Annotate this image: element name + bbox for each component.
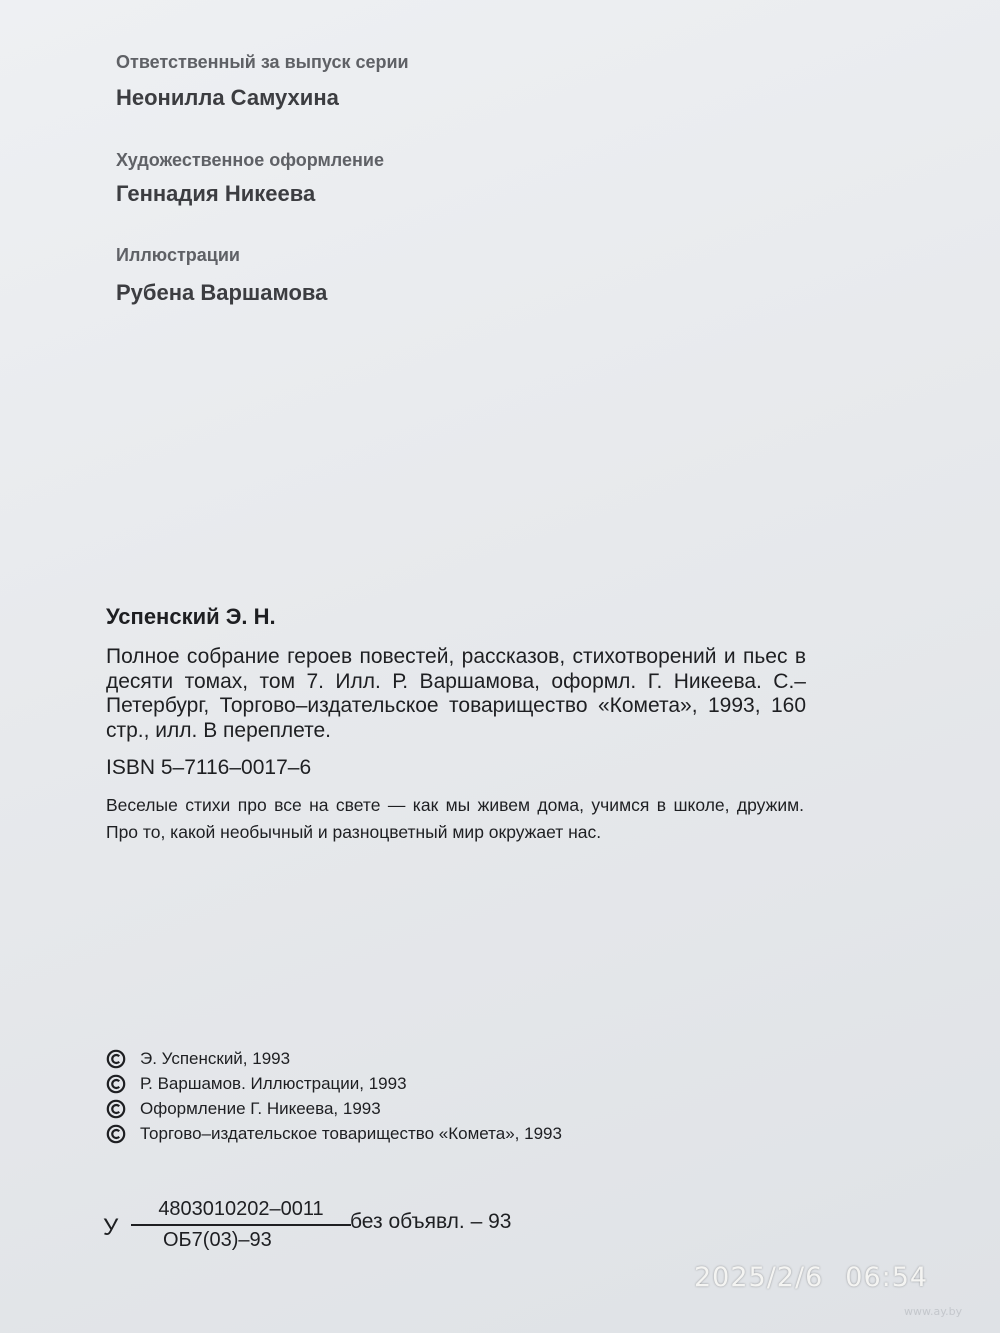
copyright-line bbox=[106, 1046, 562, 1071]
illustrations-label: Иллюстрации bbox=[116, 245, 240, 265]
catalog-annotation: Веселые стихи про все на свете — как мы живем дома, учимся в школе, дружим. Про то, какой необычный и разноцветный мир окружает нас. bbox=[106, 795, 804, 842]
catalog-author: Успенский Э. Н. bbox=[106, 604, 276, 629]
copyright-icon bbox=[106, 1124, 126, 1144]
illustrations-name: Рубена Варшамова bbox=[116, 280, 328, 305]
series-editor-name: Неонилла Самухина bbox=[116, 85, 339, 110]
copyright-text: Э. Успенский, 1993 bbox=[140, 1048, 291, 1068]
index-letter: У bbox=[103, 1214, 119, 1241]
copyright-list bbox=[106, 1046, 562, 1146]
copyright-text: Торгово–издательское товарищество «Комета», 1993 bbox=[140, 1123, 562, 1143]
photo-timestamp bbox=[694, 1262, 928, 1293]
photo-date: 2025/2/6 bbox=[694, 1262, 824, 1293]
photo-time: 06:54 bbox=[845, 1262, 929, 1293]
art-design-name: Геннадия Никеева bbox=[116, 181, 316, 206]
copyright-line bbox=[106, 1071, 562, 1096]
catalog-description: Полное собрание героев повестей, рассказов, стихотворений и пьес в десяти томах, том 7. Илл. Р. Варшамова, оформл. Г. Никеева. С.–Петербург, Торгово–издательское товарищество «Комета», 1993, 160 стр., илл. В переплете. bbox=[106, 645, 806, 742]
copyright-icon bbox=[106, 1074, 126, 1094]
index-fraction bbox=[131, 1196, 351, 1254]
series-editor-label: Ответственный за выпуск серии bbox=[116, 52, 409, 72]
copyright-icon bbox=[106, 1049, 126, 1069]
index-numerator: 4803010202–0011 bbox=[131, 1196, 351, 1226]
copyright-icon bbox=[106, 1099, 126, 1119]
art-design-label: Художественное оформление bbox=[116, 150, 384, 170]
site-watermark: www.ay.by bbox=[904, 1305, 963, 1318]
catalog-isbn: ISBN 5–7116–0017–6 bbox=[106, 756, 312, 779]
index-denominator: ОБ7(03)–93 bbox=[163, 1229, 272, 1251]
copyright-line bbox=[106, 1121, 562, 1146]
index-note: без объявл. – 93 bbox=[350, 1210, 512, 1233]
copyright-line bbox=[106, 1096, 562, 1121]
copyright-text: Р. Варшамов. Иллюстрации, 1993 bbox=[140, 1073, 407, 1093]
copyright-text: Оформление Г. Никеева, 1993 bbox=[140, 1098, 381, 1118]
